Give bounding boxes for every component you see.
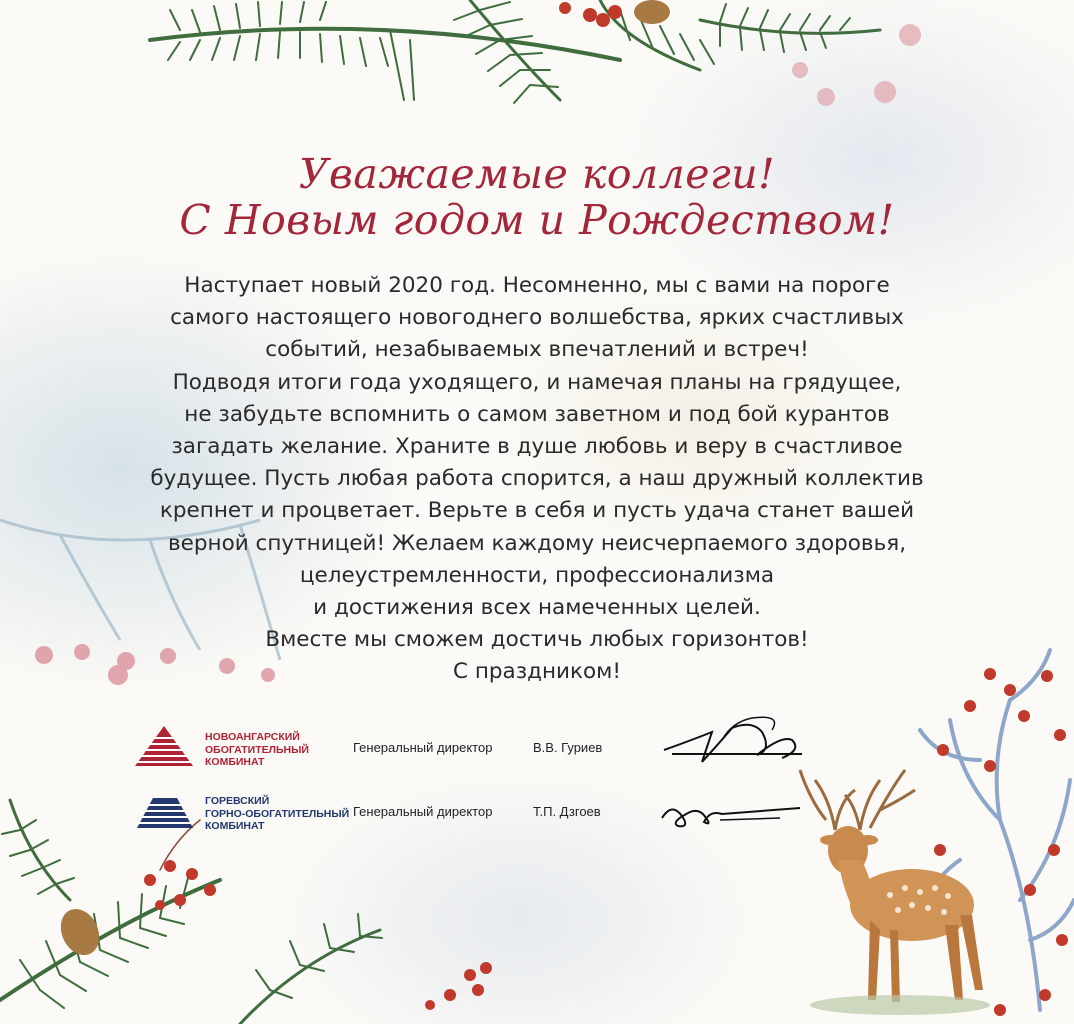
signature-guriev-icon bbox=[662, 710, 812, 770]
body-line: самого настоящего новогоднего волшебства, ярких счастливых bbox=[170, 305, 904, 331]
signatory-name: В.В. Гуриев bbox=[533, 740, 603, 755]
signatory-position: Генеральный директор bbox=[353, 740, 493, 755]
pine-cone-top-icon bbox=[634, 0, 670, 24]
org-name-line: ГОРНО-ОБОГАТИТЕЛЬНЫЙ bbox=[205, 807, 350, 820]
body-line: Подводя итоги года уходящего, и намечая планы на грядущее, bbox=[172, 369, 902, 395]
deer-icon bbox=[800, 770, 990, 1015]
body-line: Вместе мы сможем достичь любых горизонтов! bbox=[265, 627, 809, 653]
gorevsky-logo-icon bbox=[135, 796, 195, 830]
body-line: загадать желание. Храните в душе любовь и веру в счастливое bbox=[171, 434, 903, 460]
org-name-line: НОВОАНГАРСКИЙ bbox=[205, 731, 300, 743]
greeting-line-1: Уважаемые коллеги! bbox=[298, 150, 776, 198]
berries-top-icon bbox=[559, 2, 622, 27]
org-name-line: КОМБИНАТ bbox=[205, 820, 265, 832]
novoangarsky-logo-icon bbox=[133, 724, 195, 768]
org-name-line: ОБОГАТИТЕЛЬНЫЙ bbox=[205, 743, 309, 756]
org-name-line: КОМБИНАТ bbox=[205, 756, 265, 768]
body-line: и достижения всех намеченных целей. bbox=[313, 595, 761, 621]
signatory-name: Т.П. Дзгоев bbox=[533, 804, 601, 819]
body-line: целеустремленности, профессионализма bbox=[299, 562, 775, 588]
org-name-line: ГОРЕВСКИЙ bbox=[205, 795, 270, 807]
body-line: С праздником! bbox=[452, 659, 622, 685]
signatory-position: Генеральный директор bbox=[353, 804, 493, 819]
pine-branch-bottom-left-icon bbox=[0, 800, 382, 1024]
org-name-gorevsky bbox=[205, 795, 349, 833]
signature-dzgoev-icon bbox=[660, 796, 810, 836]
body-line: верной спутницей! Желаем каждому неисчерпаемого здоровья, bbox=[167, 530, 907, 556]
pink-berries-top-icon bbox=[792, 24, 921, 106]
pine-cone-bottom-icon bbox=[54, 903, 107, 962]
body-line: крепнет и процветает. Верьте в себя и пусть удача станет вашей bbox=[159, 498, 915, 524]
body-line: событий, незабываемых впечатлений и встреч! bbox=[265, 337, 809, 363]
body-line: не забудьте вспомнить о самом заветном и под бой курантов bbox=[184, 401, 890, 427]
org-name-novoangarsky bbox=[205, 731, 309, 769]
body-line: будущее. Пусть любая работа спорится, а наш дружный коллектив bbox=[150, 466, 924, 492]
berries-bottom-left-icon bbox=[144, 860, 492, 1010]
blue-coral-tree-icon bbox=[910, 650, 1074, 1010]
body-line: Наступает новый 2020 год. Несомненно, мы с вами на пороге bbox=[184, 273, 890, 298]
pine-branch-top-icon bbox=[150, 0, 880, 103]
greeting-body bbox=[120, 270, 954, 689]
greeting-line-2: С Новым годом и Рождеством! bbox=[179, 196, 895, 244]
